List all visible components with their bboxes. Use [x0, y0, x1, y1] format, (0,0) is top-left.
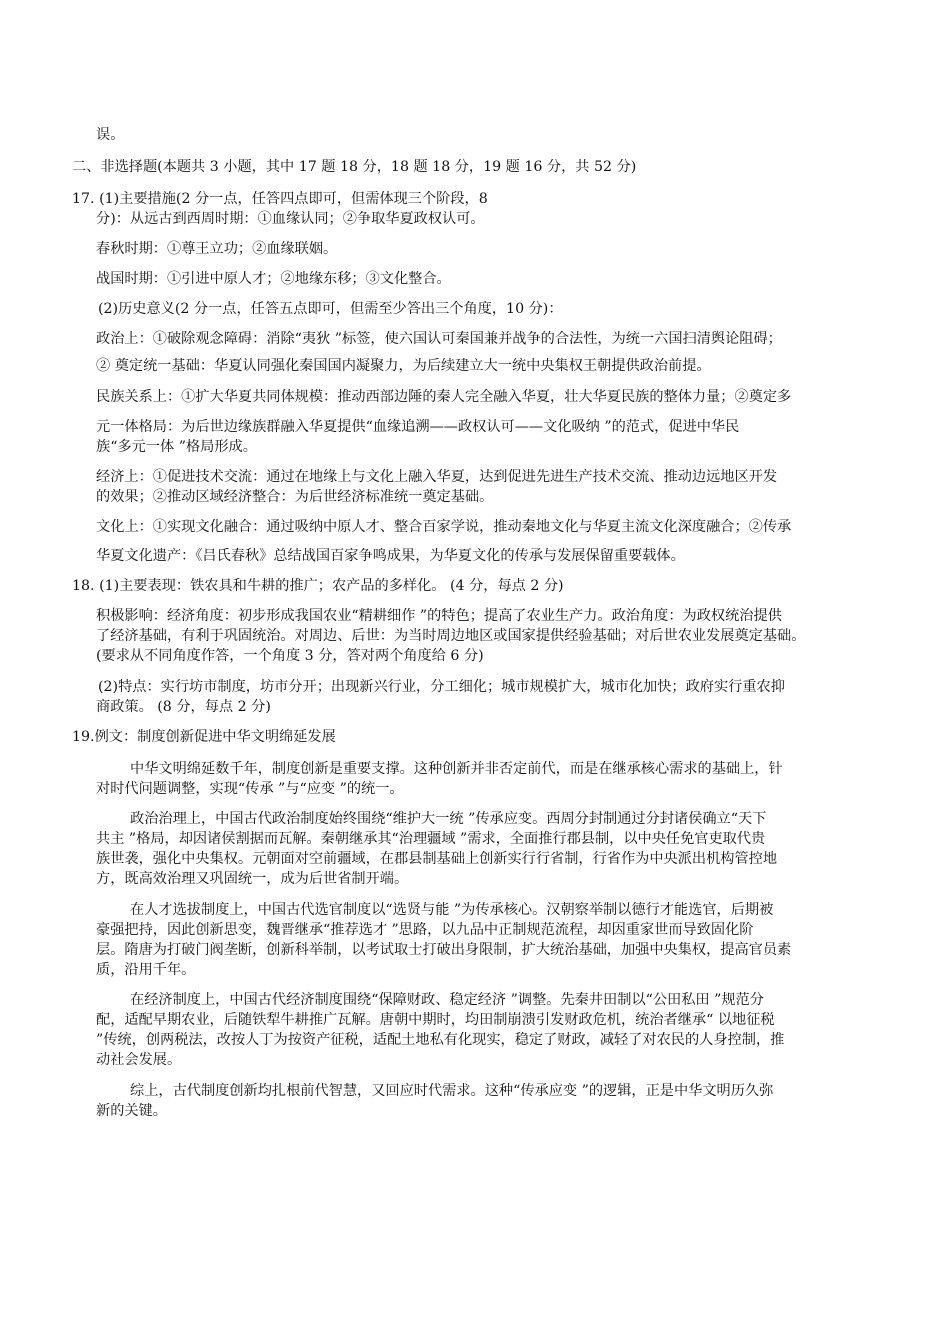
section-heading: 二、非选择题(本题共 3 小题，其中 17 题 18 分，18 题 18 分，19 题 16 分，共 52 分)	[72, 159, 637, 175]
line-28: 方，既高效治理又巩固统一，成为后世省制开端。	[96, 871, 409, 887]
q17-part2: (2)历史意义(2 分一点，任答五点即可，但需至少答出三个角度，10 分)：	[98, 301, 563, 317]
line-24: 对时代问题调整，实现“传承 ”与“应变 ”的统一。	[96, 781, 404, 797]
q18-part2: (2)特点：实行坊市制度，坊市分开；出现新兴行业，分工细化；城市规模扩大，城市化加快；政府实行重农抑	[98, 679, 785, 695]
line-35: ”传统，创两税法，改按人丁为按资产征税，适配土地私有化现实，稳定了财政，减轻了对农民的人身控制，推	[96, 1032, 785, 1048]
line-0: 误。	[96, 127, 125, 143]
line-14: 文化上：①实现文化融合：通过吸纳中原人才、整合百家学说，推动秦地文化与华夏主流文化深度融合；②传承	[96, 519, 792, 535]
line-19: (要求从不同角度作答，一个角度 3 分，答对两个角度给 6 分)	[96, 648, 484, 664]
line-18: 了经济基础，有利于巩固统治。对周边、后世：为当时周边地区或国家提供经验基础；对后世农业发展奠定基础。	[96, 628, 806, 644]
line-38: 新的关键。	[96, 1103, 167, 1119]
line-31: 层。隋唐为打破门阀垄断，创新科举制，以考试取士打破出身限制，扩大统治基础，加强中央集权，提高官员素	[96, 942, 792, 958]
line-11: 族“多元一体 ”格局形成。	[96, 439, 257, 455]
line-27: 族世袭，强化中央集权。元朝面对空前疆域，在郡县制基础上创新实行行省制，行省作为中央派出机构管控地	[96, 851, 778, 867]
q17-part1: 17. (1)主要措施(2 分一点，任答四点即可，但需体现三个阶段，8	[72, 191, 488, 207]
line-10: 元一体格局：为后世边缘族群融入华夏提供“血缘追溯——政权认可——文化吸纳 ”的范式，促进中华民	[96, 419, 740, 435]
line-9: 民族关系上：①扩大华夏共同体规模：推动西部边陲的秦人完全融入华夏，壮大华夏民族的整体力量；②奠定多	[96, 389, 792, 405]
line-36: 动社会发展。	[96, 1052, 182, 1068]
line-30: 豪强把持，因此创新思变，魏晋继承“推荐选才 ”思路，以九品中正制规范流程，却因重家世而导致固化阶	[96, 922, 754, 938]
line-17: 积极影响：经济角度：初步形成我国农业“精耕细作 ”的特色；提高了农业生产力。政治角度：为政权统治提供	[96, 608, 782, 624]
q19-title: 19.例文：制度创新促进中华文明绵延发展	[72, 729, 336, 745]
line-32: 质，沿用千年。	[96, 962, 196, 978]
line-15: 华夏文化遗产：《吕氏春秋》总结战国百家争鸣成果，为华夏文化的传承与发展保留重要载体。	[96, 548, 685, 564]
line-4: 春秋时期：①尊王立功；②血缘联姻。	[96, 241, 338, 257]
line-25: 政治治理上，中国古代政治制度始终围绕“维护大一统 ”传承应变。西周分封制通过分封诸侯确立“天下	[130, 811, 767, 827]
line-7: 政治上：①破除观念障碍：消除“夷狄 ”标签，使六国认可秦国兼并战争的合法性，为统一六国扫清舆论阻碍；	[96, 331, 782, 347]
line-37: 综上，古代制度创新均扎根前代智慧，又回应时代需求。这种“传承应变 ”的逻辑，正是中华文明历久弥	[130, 1083, 774, 1099]
line-33: 在经济制度上，中国古代经济制度围绕“保障财政、稳定经济 ”调整。先秦井田制以“公田私田 ”规范分	[130, 992, 764, 1008]
line-21: 商政策。 (8 分，每点 2 分)	[96, 699, 271, 715]
line-8: ② 奠定统一基础：华夏认同强化秦国国内凝聚力，为后续建立大一统中央集权王朝提供政治前提。	[96, 358, 711, 374]
line-5: 战国时期：①引进中原人才；②地缘东移；③文化整合。	[96, 271, 451, 287]
line-12: 经济上：①促进技术交流：通过在地缘上与文化上融入华夏，达到促进先进生产技术交流、推动边远地区开发	[96, 469, 778, 485]
q18-part1: 18. (1)主要表现：铁农具和牛耕的推广；农产品的多样化。 (4 分，每点 2 分)	[72, 578, 564, 594]
line-26: 共主 ”格局，却因诸侯割据而瓦解。秦朝继承其“治理疆域 ”需求，全面推行郡县制，以中央任免官吏取代贵	[96, 831, 766, 847]
line-34: 配，适配早期农业，后随铁犁牛耕推广瓦解。唐朝中期时，均田制崩溃引发财政危机，统治者继承“ 以地征税	[96, 1012, 775, 1028]
line-29: 在人才选拔制度上，中国古代选官制度以“选贤与能 ”为传承核心。汉朝察举制以德行才能选官，后期被	[130, 902, 774, 918]
line-13: 的效果；②推动区域经济整合：为后世经济标准统一奠定基础。	[96, 489, 494, 505]
line-3: 分)：从远古到西周时期：①血缘认同；②争取华夏政权认可。	[96, 211, 485, 227]
line-23: 中华文明绵延数千年，制度创新是重要支撑。这种创新并非否定前代，而是在继承核心需求的基础上，针	[130, 761, 783, 777]
